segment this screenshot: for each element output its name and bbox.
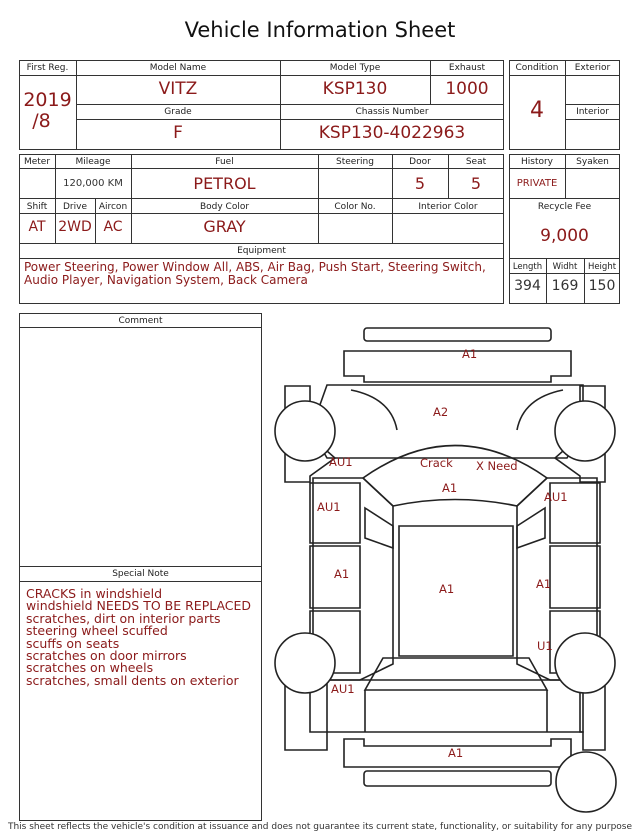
note-item: scratches on door mirrors (26, 648, 187, 664)
condition-grade: 4 (530, 98, 544, 123)
car-damage-diagram (265, 318, 625, 820)
note-item: windshield NEEDS TO BE REPLACED (26, 598, 252, 614)
special-note-label: Special Note (112, 569, 169, 579)
syaken-label: Syaken (576, 157, 609, 167)
spare-wheel (556, 752, 616, 812)
disclaimer-footer: This sheet reflects the vehicle's condition at issuance and does not guarantee its current state, functionality, or suitability for any purpose (7, 822, 633, 832)
meter-label: Meter (23, 157, 51, 167)
front-bumper (344, 351, 571, 382)
wheel-front-left (275, 401, 335, 461)
rear-bumper-code: A1 (448, 746, 464, 760)
rear-bumper-strip (364, 771, 551, 786)
length-value: 394 (514, 278, 541, 294)
height-value: 150 (588, 278, 616, 294)
condition-label: Condition (515, 63, 559, 73)
wheel-front-right (555, 401, 615, 461)
first-reg-month: /8 (32, 110, 51, 132)
windshield-replace-note: X Need (476, 459, 518, 473)
front-bumper-code: A1 (462, 347, 478, 361)
windshield (363, 446, 547, 507)
note-item: scratches on wheels (26, 660, 154, 676)
wheel-rear-right (555, 633, 615, 693)
note-item: scratches, small dents on exterior (26, 672, 239, 688)
note-item: scratches, dirt on interior parts (26, 610, 221, 626)
right-rear-door-code: A1 (536, 577, 552, 591)
shift-value: AT (28, 219, 46, 235)
windshield-crack-note: Crack (420, 456, 453, 470)
fuel-label: Fuel (215, 157, 234, 167)
front-bumper-strip (364, 328, 551, 341)
page-title: Vehicle Information Sheet (184, 18, 456, 42)
model-type-label: Model Type (329, 63, 381, 73)
recycle-fee-label: Recycle Fee (537, 202, 592, 212)
shift-label: Shift (26, 202, 48, 212)
width-label: Widht (552, 262, 578, 272)
body-color-label: Body Color (199, 202, 250, 212)
first-reg-year: 2019 (23, 89, 72, 111)
first-reg-label: First Reg. (26, 63, 69, 73)
recycle-fee-value: 9,000 (540, 226, 589, 246)
interior-label: Interior (576, 107, 609, 117)
aircon-label: Aircon (98, 202, 128, 212)
roof-code: A1 (439, 582, 455, 596)
steering-label: Steering (336, 157, 374, 167)
hood (311, 385, 583, 458)
exhaust-label: Exhaust (448, 63, 486, 73)
wheel-rear-left (275, 633, 335, 693)
special-notes-list (26, 588, 258, 687)
left-rear-quarter-code: AU1 (331, 682, 355, 696)
model-name-value: VITZ (158, 79, 198, 99)
fuel-value: PETROL (193, 174, 256, 193)
windshield-code: A1 (442, 481, 458, 495)
roof (399, 526, 513, 656)
chassis-value: KSP130-4022963 (318, 123, 466, 143)
seat-label: Seat (465, 157, 487, 167)
left-fender-code: AU1 (329, 455, 353, 469)
left-front-door-code: AU1 (317, 500, 341, 514)
drive-value: 2WD (58, 219, 92, 235)
note-item: scuffs on seats (26, 635, 120, 651)
exterior-label: Exterior (574, 63, 611, 73)
door-value: 5 (414, 174, 426, 193)
history-label: History (520, 157, 554, 167)
drive-label: Drive (63, 202, 87, 212)
note-item: CRACKS in windshield (26, 586, 162, 601)
height-label: Height (587, 262, 617, 272)
body-color-value: GRAY (203, 217, 246, 236)
right-fender-code: AU1 (544, 490, 568, 504)
door-label: Door (409, 157, 431, 167)
grade-value: F (173, 123, 183, 143)
equipment-list: Power Steering, Power Window All, ABS, Air Bag, Push Start, Steering Switch, Audio Player, Navigation System, Back Camera (24, 260, 486, 287)
right-rear-quarter-code: U1 (537, 639, 553, 653)
length-label: Length (512, 262, 543, 272)
model-type-value: KSP130 (322, 79, 388, 99)
hood-code: A2 (433, 405, 449, 419)
history-value: PRIVATE (516, 178, 558, 189)
interior-color-label: Interior Color (418, 202, 478, 212)
grade-label: Grade (164, 107, 192, 117)
note-item: steering wheel scuffed (26, 623, 168, 639)
seat-value: 5 (470, 174, 482, 193)
mileage-value: 120,000 KM (63, 178, 123, 189)
color-no-label: Color No. (334, 202, 376, 212)
width-value: 169 (551, 278, 579, 294)
exhaust-value: 1000 (445, 79, 489, 99)
model-name-label: Model Name (149, 63, 207, 73)
left-rear-door-code: A1 (334, 567, 350, 581)
chassis-label: Chassis Number (355, 107, 429, 117)
equipment-label: Equipment (237, 246, 286, 256)
comment-label: Comment (118, 316, 163, 326)
aircon-value: AC (103, 219, 123, 235)
comment-box (19, 313, 262, 821)
mileage-label: Mileage (75, 157, 111, 167)
